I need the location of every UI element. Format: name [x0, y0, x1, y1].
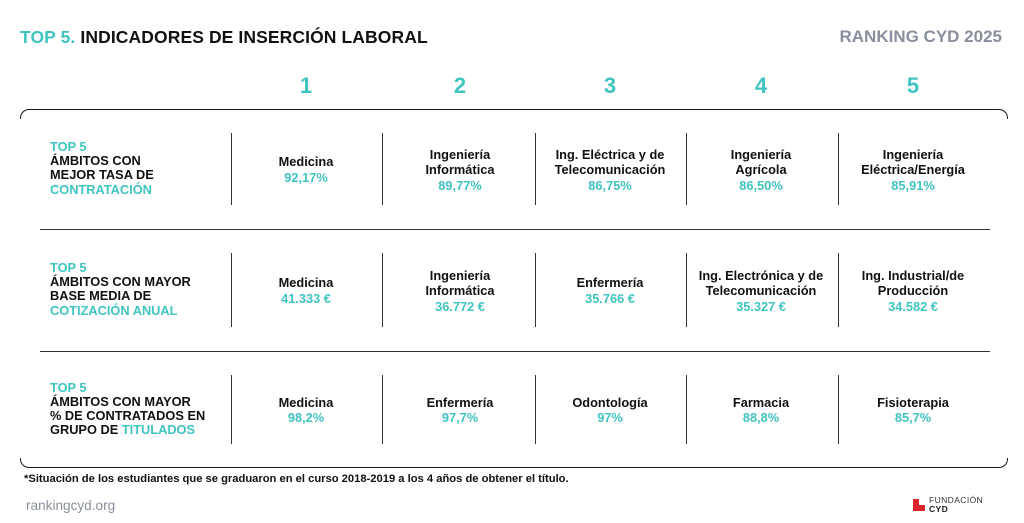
cell-name: Medicina: [278, 154, 334, 170]
site-link[interactable]: rankingcyd.org: [26, 498, 116, 513]
cell-name: Ingeniería: [730, 146, 792, 162]
row-label-1: [50, 140, 154, 197]
ranking-cell: [385, 147, 535, 194]
cell-value: 35.327 €: [736, 298, 786, 314]
cell-value: 92,17%: [284, 169, 328, 185]
frame-corner: [20, 109, 30, 119]
column-divider: [382, 375, 383, 444]
cell-name: Ingeniería: [429, 267, 491, 283]
cell-value: 41.333 €: [281, 290, 331, 306]
row-divider: [40, 229, 990, 230]
column-number-4: 4: [754, 73, 768, 98]
row-label-line4: [50, 422, 195, 437]
brand-label: RANKING CYD 2025: [839, 27, 1002, 46]
row-label-top: TOP 5: [50, 260, 87, 275]
frame-top-line: [29, 109, 999, 110]
cell-value: 85,7%: [894, 410, 932, 426]
title-accent: TOP 5.: [20, 27, 76, 47]
cell-name: Telecomunicación: [705, 283, 817, 299]
cell-name: Fisioterapia: [877, 394, 949, 410]
row-label-line2: ÁMBITOS CON MAYOR: [50, 393, 191, 409]
row-label-line3: % DE CONTRATADOS EN: [50, 407, 206, 423]
ranking-cell: [385, 395, 535, 426]
logo-line2: CYD: [929, 503, 949, 514]
page-title: [20, 27, 428, 48]
column-number-1: 1: [299, 73, 313, 98]
ranking-cell: [385, 268, 535, 315]
row-label-line4-accent: CONTRATACIÓN: [50, 181, 152, 197]
ranking-cell: [231, 395, 381, 426]
column-number-3: 3: [603, 73, 617, 98]
ranking-cell: [838, 395, 988, 426]
ranking-cell: [686, 268, 836, 315]
cell-value: 86,50%: [739, 177, 783, 193]
cell-name: Medicina: [278, 394, 334, 410]
cell-value: 98,2%: [287, 410, 325, 426]
frame-bottom-line: [29, 467, 999, 468]
ranking-cell: [838, 147, 988, 194]
ranking-cell: [686, 395, 836, 426]
cell-name: Eléctrica/Energía: [861, 162, 965, 178]
row-label-line2: ÁMBITOS CON MAYOR: [50, 274, 191, 290]
column-divider: [382, 133, 383, 205]
cell-value: 86,75%: [588, 177, 632, 193]
row-label-3: [50, 381, 205, 438]
cell-name: Ingeniería: [882, 146, 944, 162]
row-label-line3: BASE MEDIA DE: [50, 288, 152, 304]
cell-name: Informática: [425, 162, 495, 178]
column-number-5: 5: [906, 73, 920, 98]
column-number-2: 2: [453, 73, 467, 98]
cell-name: Ing. Electrónica y de: [698, 267, 824, 283]
ranking-cell: [686, 147, 836, 194]
frame-corner: [998, 458, 1008, 468]
ranking-cell: [535, 275, 685, 306]
ranking-cell: [535, 147, 685, 194]
cell-value: 88,8%: [742, 410, 780, 426]
row-label-line2: ÁMBITOS CON: [50, 153, 141, 169]
row-label-top: TOP 5: [50, 139, 87, 154]
row-label-top: TOP 5: [50, 379, 87, 395]
cell-name: Farmacia: [732, 394, 790, 410]
cell-value: 97,7%: [441, 410, 479, 426]
row-divider: [40, 351, 990, 352]
cell-name: Agrícola: [735, 162, 787, 178]
frame-corner: [998, 109, 1008, 119]
row-label-line4-accent: TITULADOS: [121, 422, 196, 438]
cell-name: Ingeniería: [429, 146, 491, 162]
title-main: INDICADORES DE INSERCIÓN LABORAL: [80, 27, 428, 47]
cell-name: Ing. Eléctrica y de: [555, 146, 665, 162]
row-label-line4: [50, 182, 152, 197]
cell-name: Odontología: [572, 394, 648, 410]
cyd-logo-icon: [913, 499, 925, 511]
cell-value: 97%: [597, 410, 623, 426]
row-label-line4: [50, 303, 177, 318]
footnote: *Situación de los estudiantes que se graduaron en el curso 2018-2019 a los 4 años de obtener el título.: [24, 473, 569, 485]
cell-name: Enfermería: [576, 275, 644, 291]
ranking-cell: [535, 395, 685, 426]
cell-name: Telecomunicación: [554, 162, 666, 178]
fundacion-cyd-logo: [913, 496, 983, 514]
ranking-cell: [231, 275, 381, 306]
cell-name: Producción: [877, 283, 949, 299]
cell-name: Medicina: [278, 275, 334, 291]
row-label-2: [50, 261, 191, 318]
row-label-line4-dark: GRUPO DE: [50, 422, 122, 438]
cell-value: 34.582 €: [888, 298, 938, 314]
ranking-cell: [838, 268, 988, 315]
cell-value: 35.766 €: [585, 290, 635, 306]
row-label-line4-accent: COTIZACIÓN ANUAL: [50, 302, 178, 318]
cell-value: 89,77%: [438, 177, 482, 193]
row-label-line3: MEJOR TASA DE: [50, 167, 154, 183]
column-divider: [382, 253, 383, 327]
cell-value: 36.772 €: [435, 298, 485, 314]
cell-name: Informática: [425, 283, 495, 299]
cell-value: 85,91%: [891, 177, 935, 193]
logo-line1: FUNDACIÓN: [929, 495, 984, 505]
logo-text: [929, 496, 983, 514]
ranking-cell: [231, 154, 381, 185]
cell-name: Ing. Industrial/de: [861, 267, 965, 283]
cell-name: Enfermería: [426, 394, 494, 410]
